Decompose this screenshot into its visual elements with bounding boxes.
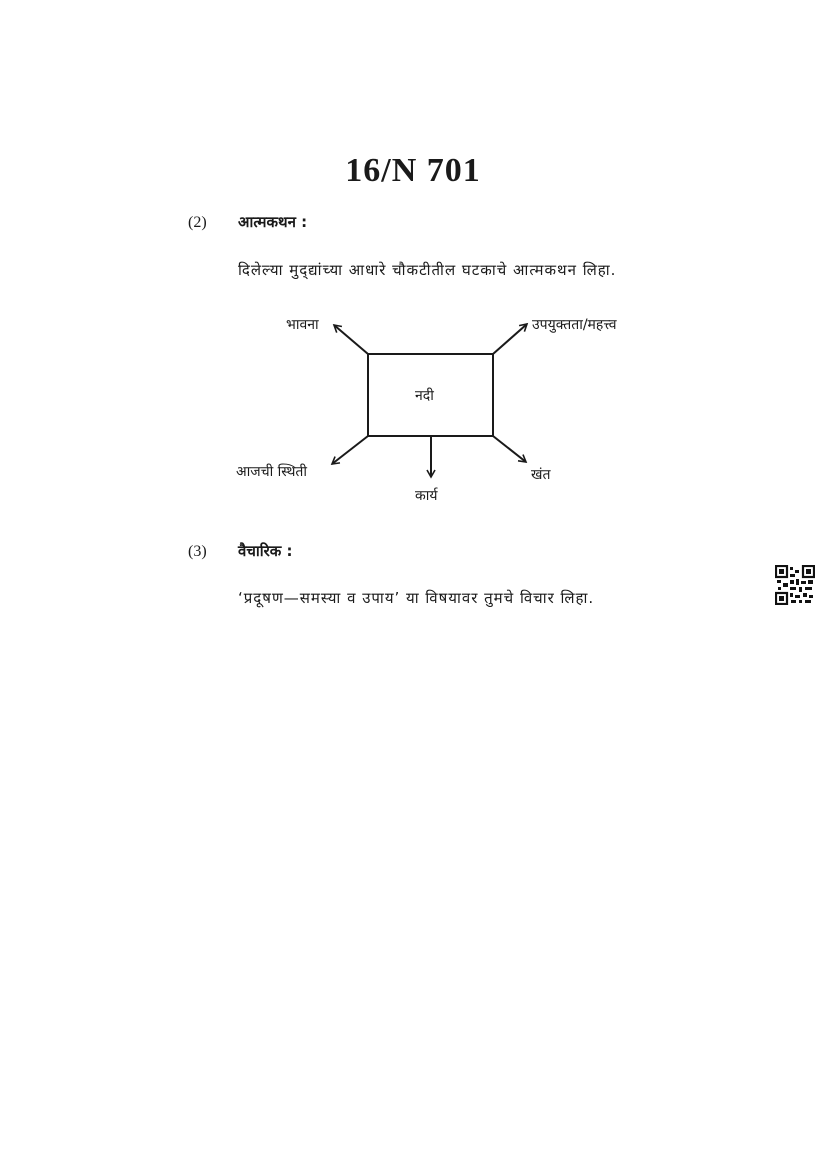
concept-diagram <box>230 305 650 515</box>
arrow-top-left <box>334 325 368 354</box>
question-3-number: (3) <box>188 543 207 560</box>
arrow-top-right <box>493 324 527 354</box>
label-bottom-center: कार्य <box>415 488 438 504</box>
label-top-right: उपयुक्तता/महत्त्व <box>532 317 617 333</box>
center-label: नदी <box>415 388 434 404</box>
question-2-instruction: दिलेल्या मुद्‌द्यांच्या आधारे चौकटीतील घटकाचे आत्मकथन लिहा. <box>238 261 617 279</box>
label-bottom-right: खंत <box>531 467 551 483</box>
diagram-arrows <box>230 305 650 515</box>
question-3-heading: वैचारिक : <box>238 542 293 560</box>
question-3-instruction: ‘प्रदूषण—समस्या व उपाय’ या विषयावर तुमचे विचार लिहा. <box>238 589 595 607</box>
page-title: 16/N 701 <box>345 152 481 189</box>
arrow-bottom-right <box>493 436 526 462</box>
question-2-number: (2) <box>188 214 207 231</box>
arrow-bottom-left <box>332 436 368 464</box>
qr-code-icon <box>775 565 815 605</box>
label-bottom-left: आजची स्थिती <box>236 464 308 480</box>
label-top-left: भावना <box>286 317 319 333</box>
question-2-heading: आत्मकथन : <box>238 213 308 231</box>
